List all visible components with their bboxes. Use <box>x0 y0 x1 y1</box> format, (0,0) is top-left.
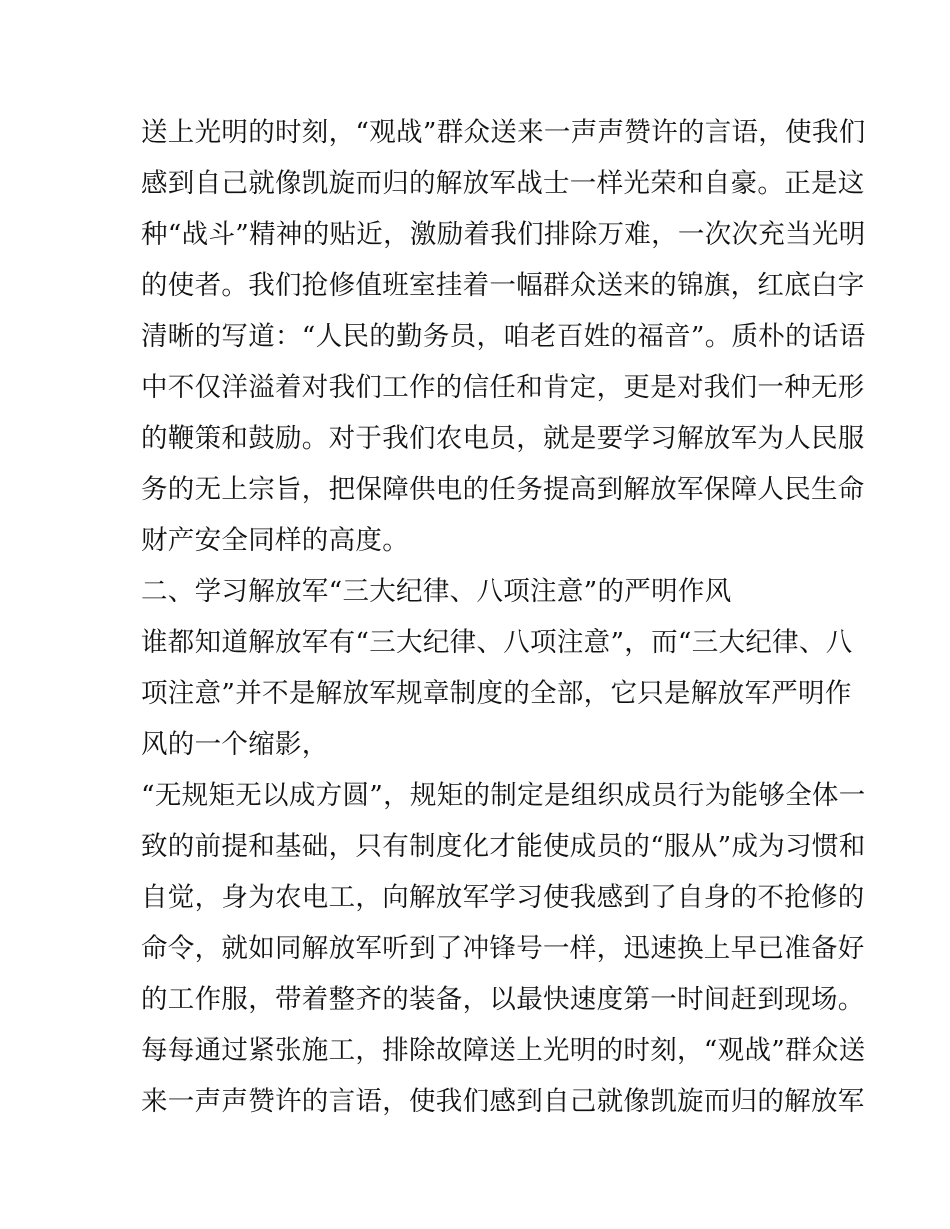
text-line: “无规矩无以成方圆”，规矩的制定是组织成员行为能够全体一 <box>141 780 866 811</box>
body-text <box>141 107 866 1127</box>
text-line: 每每通过紧张施工，排除故障送上光明的时刻，“观战”群众送 <box>141 1035 866 1066</box>
text-line: 自觉，身为农电工，向解放军学习使我感到了自身的不抢修的 <box>141 882 865 913</box>
text-line: 送上光明的时刻，“观战”群众送来一声声赞许的言语，使我们 <box>141 117 866 148</box>
text-line: 的鞭策和鼓励。对于我们农电员，就是要学习解放军为人民服 <box>141 423 865 454</box>
text-line: 风的一个缩影， <box>141 729 329 760</box>
text-line: 来一声声赞许的言语，使我们感到自己就像凯旋而归的解放军 <box>141 1086 865 1117</box>
text-line: 清晰的写道：“人民的勤务员，咱老百姓的福音”。质朴的话语 <box>141 321 866 352</box>
section-heading: 二、学习解放军“三大纪律、八项注意”的严明作风 <box>141 576 732 607</box>
text-line: 命令，就如同解放军听到了冲锋号一样，迅速换上早已准备好 <box>141 933 865 964</box>
text-line: 感到自己就像凯旋而归的解放军战士一样光荣和自豪。正是这 <box>141 168 865 199</box>
text-line: 项注意”并不是解放军规章制度的全部，它只是解放军严明作 <box>141 678 852 709</box>
text-line: 的使者。我们抢修值班室挂着一幅群众送来的锦旗，红底白字 <box>141 270 865 301</box>
text-line: 谁都知道解放军有“三大纪律、八项注意”，而“三大纪律、八 <box>141 627 853 658</box>
text-line: 的工作服，带着整齐的装备，以最快速度第一时间赶到现场。 <box>141 984 865 1015</box>
text-line: 财产安全同样的高度。 <box>141 525 409 556</box>
text-line: 种“战斗”精神的贴近，激励着我们排除万难，一次次充当光明 <box>141 219 866 250</box>
text-line: 中不仅洋溢着对我们工作的信任和肯定，更是对我们一种无形 <box>141 372 865 403</box>
text-line: 致的前提和基础，只有制度化才能使成员的“服从”成为习惯和 <box>141 831 866 862</box>
text-line: 务的无上宗旨，把保障供电的任务提高到解放军保障人民生命 <box>141 474 865 505</box>
